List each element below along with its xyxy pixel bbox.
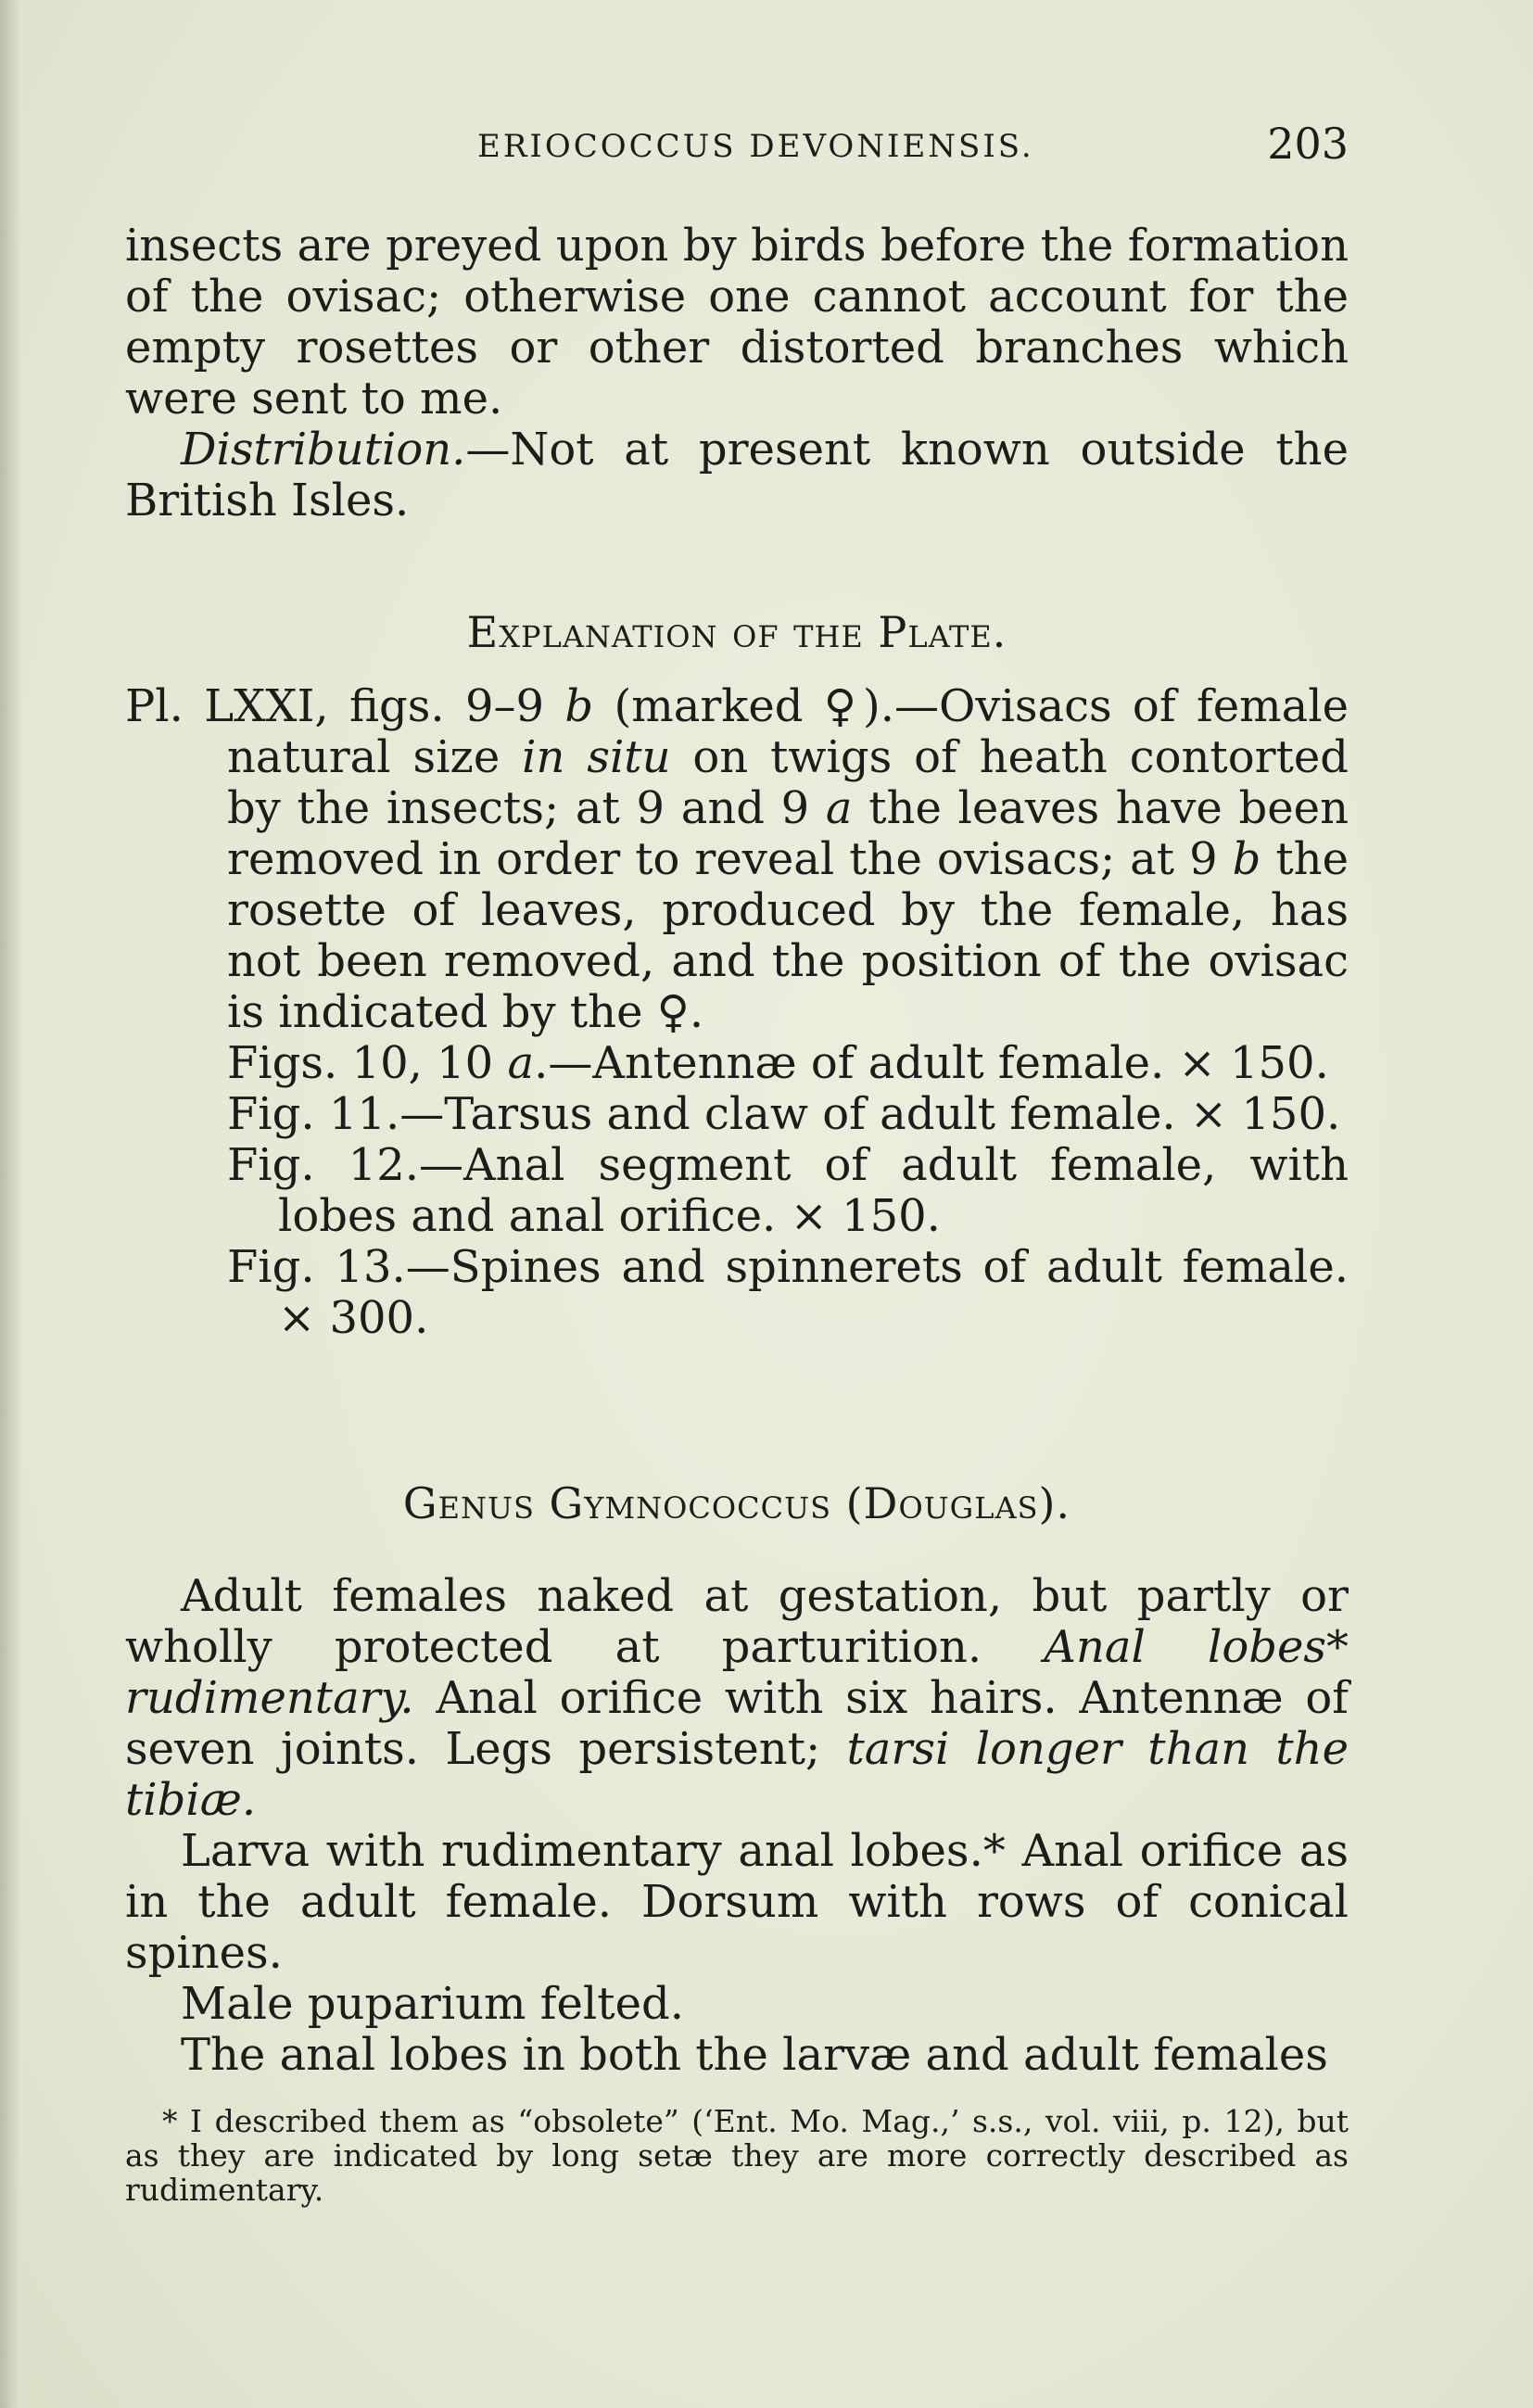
genus-p1-tarsi: tarsi longer than the tibiæ. [125, 1723, 1349, 1826]
genus-paragraph-4: The anal lobes in both the larvæ and adult females [181, 2029, 1328, 2081]
page-number: 203 [1267, 119, 1349, 169]
intro-paragraph [125, 221, 1349, 425]
genus-paragraph-3: Male puparium felted. [181, 1978, 684, 2030]
plate-a: a [825, 782, 853, 834]
genus-p1-b: Anal orifice with six hairs. Antennæ of seven joints. Legs persistent; [125, 1672, 1349, 1775]
plate-end: the rosette of leaves, produced by the female, has not been removed, and the position of the ovisac is indicated by the ♀. [227, 833, 1349, 1038]
genus-paragraph-1 [125, 1571, 1349, 1826]
plate-insitu: in situ [522, 731, 671, 783]
plate-entry [125, 681, 1349, 1038]
plate-mid1: (marked ♀).—Ovisacs of female natural size [227, 680, 1349, 783]
plate-mid2: on twigs of heath contorted by the insects; at 9 and 9 [227, 731, 1349, 834]
running-title: ERIOCOCCUS DEVONIENSIS. [477, 128, 1034, 165]
figure-list [176, 1038, 1349, 1344]
footnote-text: * I described them as “obsolete” (‘Ent. Mo. Mag.,’ s.s., vol. viii, p. 12), but as they are indicated by long setæ they are more correctly described as rudimentary. [125, 2103, 1349, 2208]
distribution-paragraph [125, 425, 1349, 526]
page-spine-shadow [0, 0, 20, 2408]
fig10-a: a [507, 1037, 535, 1089]
intro-section [125, 221, 1349, 526]
fig10-prefix: Figs. 10, 10 [227, 1037, 508, 1089]
figure-entry-13: Fig. 13.—Spines and spinnerets of adult female. × 300. [227, 1241, 1349, 1344]
distribution-text: —Not at present known outside the British Isles. [125, 424, 1349, 526]
explanation-heading: Explanation of the Plate. [466, 607, 1007, 657]
plate-explanation [125, 681, 1349, 1344]
plate-b: b [564, 680, 594, 732]
genus-p1-a: Adult females naked at gestation, but partly or wholly protected at parturition. [125, 1570, 1349, 1673]
figure-entry-10 [176, 1038, 1349, 1089]
genus-section [125, 1571, 1349, 2081]
page-header [125, 119, 1349, 174]
plate-mid3: the leaves have been removed in order to reveal the ovisacs; at 9 [227, 782, 1349, 885]
genus-paragraph-2: Larva with rudimentary anal lobes.* Anal orifice as in the adult female. Dorsum with rows of conical spines. [125, 1825, 1349, 1979]
plate-b2: b [1232, 833, 1261, 885]
genus-heading: Genus Gymnococcus (Douglas). [402, 1478, 1071, 1528]
plate-prefix: Pl. LXXI, figs. 9–9 [125, 680, 565, 732]
fig10-text: .—Antennæ of adult female. × 150. [534, 1037, 1329, 1089]
figure-entry-12: Fig. 12.—Anal segment of adult female, with lobes and anal orifice. × 150. [227, 1139, 1349, 1242]
figure-entry-11: Fig. 11.—Tarsus and claw of adult female. × 150. [227, 1088, 1341, 1140]
intro-paragraph-text: insects are preyed upon by birds before the formation of the ovisac; otherwise one cannot account for the empty rosettes or other distorted branches which were sent to me. [125, 220, 1349, 425]
distribution-label: Distribution. [181, 424, 466, 475]
footnote [125, 2104, 1349, 2207]
genus-p1-anal: Anal lobes* rudimentary. [125, 1621, 1349, 1724]
